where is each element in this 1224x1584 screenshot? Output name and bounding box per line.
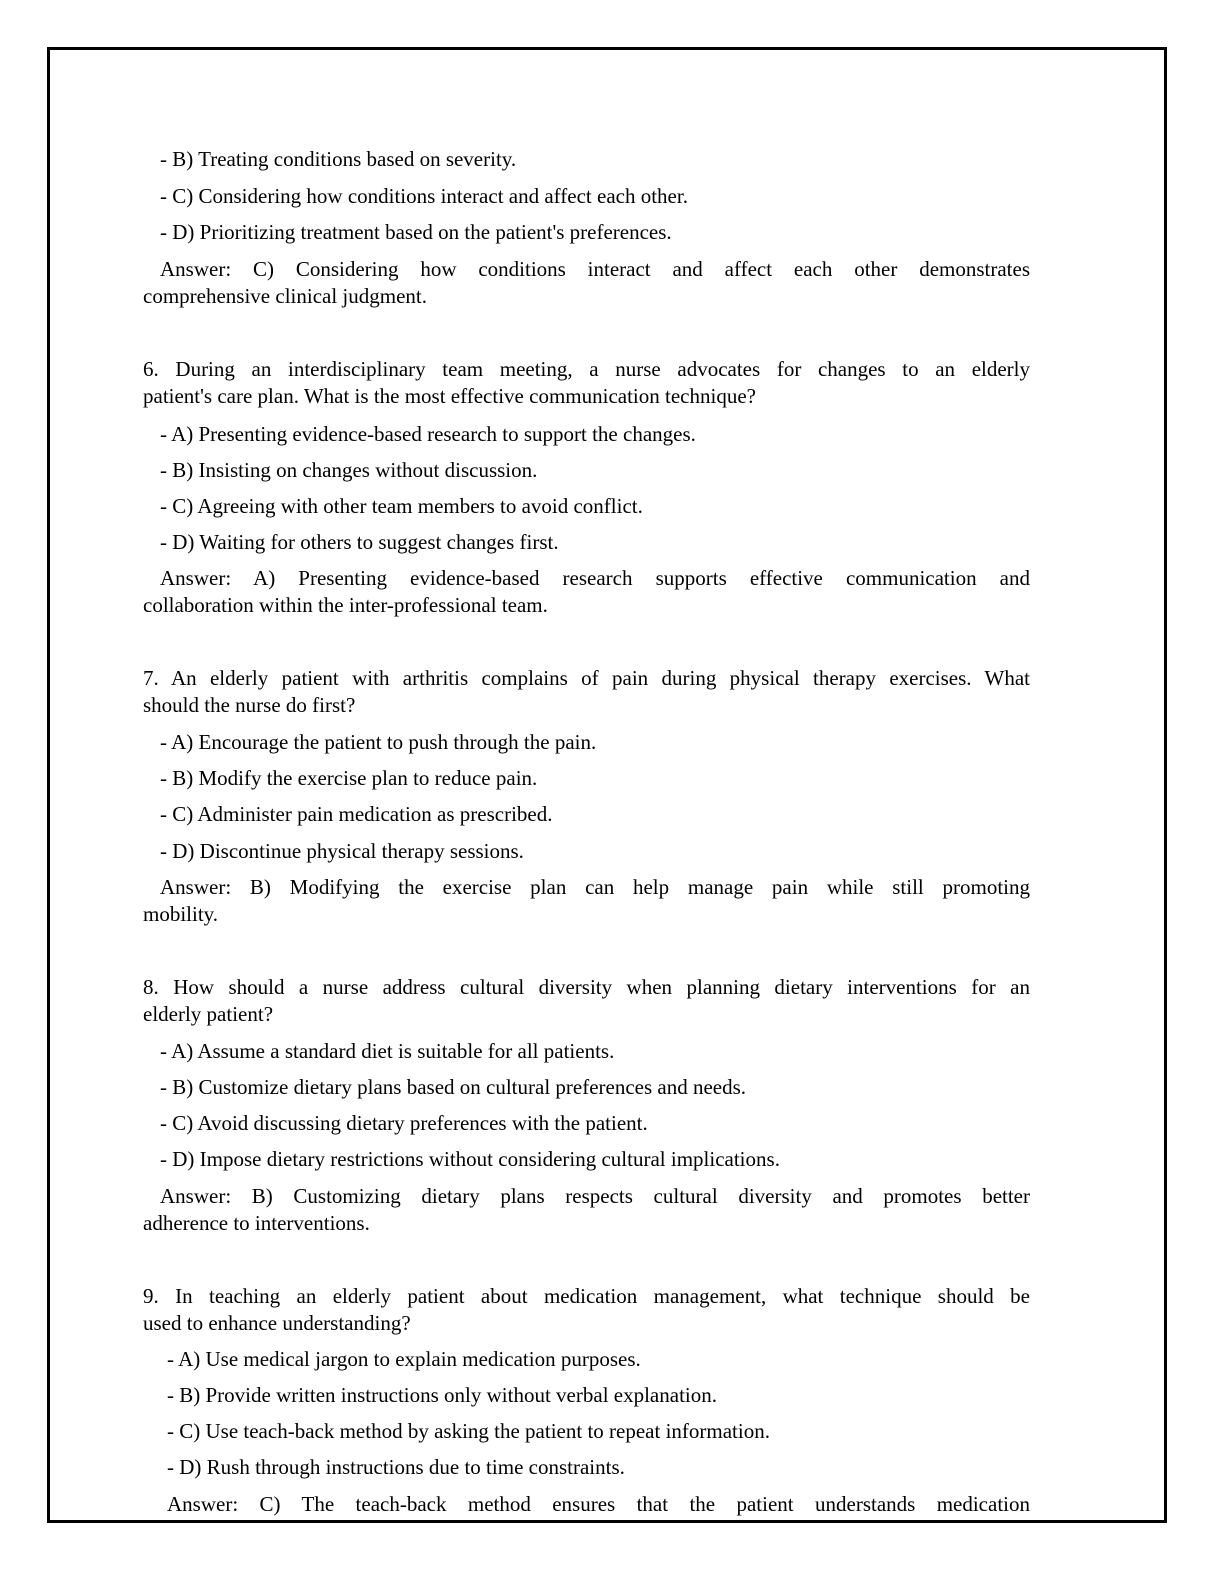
option-d: - D) Waiting for others to suggest changes first. xyxy=(160,530,559,554)
question-stem xyxy=(143,1283,1030,1337)
answer xyxy=(143,1183,1030,1237)
question-stem-line-1: 8. How should a nurse address cultural diversity when planning dietary interventions for an xyxy=(143,975,1030,999)
option-c: - C) Administer pain medication as prescribed. xyxy=(160,802,553,826)
answer-line-2: comprehensive clinical judgment. xyxy=(143,284,427,308)
option-b: - B) Provide written instructions only without verbal explanation. xyxy=(167,1383,717,1407)
answer-line-1: Answer: C) The teach-back method ensures that the patient understands medication xyxy=(167,1492,1030,1516)
answer-line-1: Answer: A) Presenting evidence-based research supports effective communication and xyxy=(160,566,1030,590)
answer xyxy=(143,1491,1030,1518)
option-c: - C) Use teach-back method by asking the patient to repeat information. xyxy=(167,1419,770,1443)
answer xyxy=(143,256,1030,310)
question-stem-line-2: used to enhance understanding? xyxy=(143,1311,411,1335)
answer-line-1: Answer: B) Modifying the exercise plan can help manage pain while still promoting xyxy=(160,875,1030,899)
option-a: - A) Use medical jargon to explain medication purposes. xyxy=(167,1347,641,1371)
option-b: - B) Modify the exercise plan to reduce pain. xyxy=(160,766,538,790)
answer xyxy=(143,565,1030,619)
option-c: - C) Avoid discussing dietary preferences with the patient. xyxy=(160,1111,648,1135)
question-stem-line-2: should the nurse do first? xyxy=(143,693,356,717)
option-c: - C) Agreeing with other team members to avoid conflict. xyxy=(160,494,643,518)
answer-line-2: adherence to interventions. xyxy=(143,1211,370,1235)
answer-line-2: mobility. xyxy=(143,902,219,926)
option-c: - C) Considering how conditions interact and affect each other. xyxy=(160,184,688,208)
answer-line-2: collaboration within the inter-professional team. xyxy=(143,593,548,617)
option-a: - A) Assume a standard diet is suitable for all patients. xyxy=(160,1039,615,1063)
option-b: - B) Treating conditions based on severity. xyxy=(160,147,517,171)
question-stem-line-2: patient's care plan. What is the most effective communication technique? xyxy=(143,384,756,408)
question-stem xyxy=(143,974,1030,1028)
question-stem-line-2: elderly patient? xyxy=(143,1002,274,1026)
answer-line-1: Answer: B) Customizing dietary plans respects cultural diversity and promotes better xyxy=(160,1184,1030,1208)
option-a: - A) Encourage the patient to push through the pain. xyxy=(160,730,597,754)
option-b: - B) Insisting on changes without discussion. xyxy=(160,458,538,482)
option-d: - D) Discontinue physical therapy sessions. xyxy=(160,839,524,863)
option-a: - A) Presenting evidence-based research to support the changes. xyxy=(160,422,696,446)
option-d: - D) Prioritizing treatment based on the patient's preferences. xyxy=(160,220,672,244)
answer xyxy=(143,874,1030,928)
option-d: - D) Impose dietary restrictions without considering cultural implications. xyxy=(160,1147,780,1171)
question-stem xyxy=(143,665,1030,719)
question-stem-line-1: 6. During an interdisciplinary team meeting, a nurse advocates for changes to an elderly xyxy=(143,357,1030,381)
question-stem-line-1: 9. In teaching an elderly patient about medication management, what technique should be xyxy=(143,1284,1030,1308)
answer-line-1: Answer: C) Considering how conditions interact and affect each other demonstrates xyxy=(160,257,1030,281)
option-d: - D) Rush through instructions due to time constraints. xyxy=(167,1455,625,1479)
option-b: - B) Customize dietary plans based on cultural preferences and needs. xyxy=(160,1075,747,1099)
question-stem-line-1: 7. An elderly patient with arthritis complains of pain during physical therapy exercises. What xyxy=(143,666,1030,690)
question-stem xyxy=(143,356,1030,410)
